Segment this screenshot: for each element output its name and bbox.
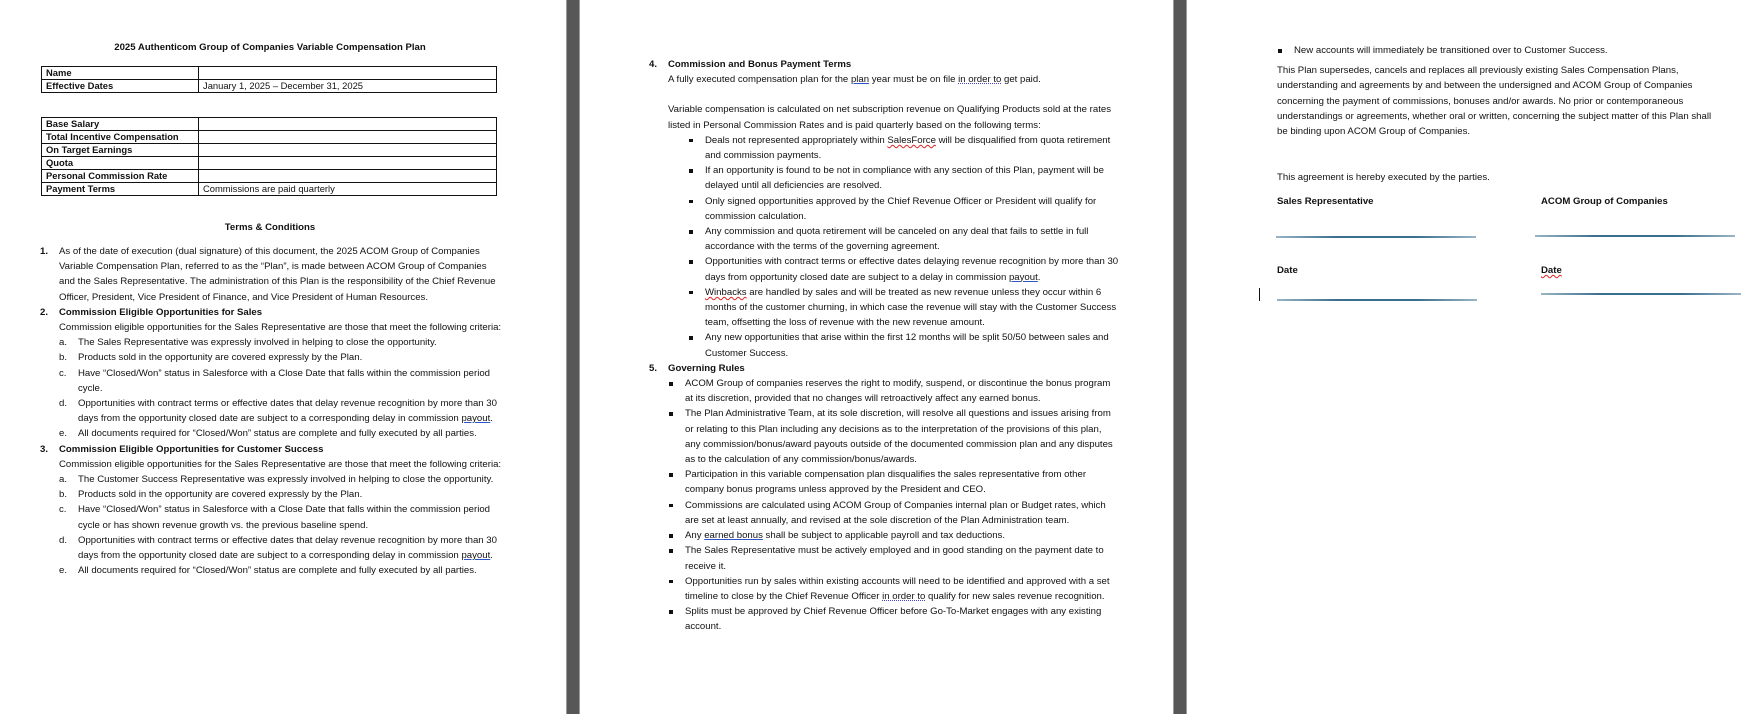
bullet-icon [689, 291, 693, 295]
section-title: Commission Eligible Opportunities for Customer Success [59, 443, 324, 455]
criteria-list-customer-success [40, 472, 505, 578]
bullet-icon [689, 139, 693, 143]
item-text: The Customer Success Representative was expressly involved in helping to close the opportunity. [78, 474, 494, 486]
item-text: Have “Closed/Won” status in Salesforce with a Close Date that falls within the commission period cycle. [78, 367, 491, 394]
document-title: 2025 Authenticom Group of Companies Variable Compensation Plan [114, 42, 426, 53]
row-label: On Target Earnings [42, 144, 199, 157]
section-title: Governing Rules [668, 362, 745, 374]
item-label: d. [59, 398, 68, 410]
item-label: d. [59, 534, 68, 546]
item-label: e. [59, 565, 68, 577]
section-number: 4. [649, 59, 658, 70]
section-5 [649, 361, 1119, 376]
text-run: Opportunities with contract terms or effective dates delaying revenue recognition by more than 30 days from opportunity closed date are subject to a delay in commission [705, 256, 1119, 283]
grammar-flag[interactable]: plan [850, 74, 870, 86]
list-item [668, 528, 1119, 543]
criteria-list-sales [40, 335, 505, 441]
bullet-icon [669, 580, 673, 584]
row-label: Quota [42, 157, 199, 170]
section-1 [40, 244, 505, 305]
section-number: 2. [40, 306, 49, 318]
list-item [59, 366, 505, 396]
list-item [59, 563, 505, 578]
list-item [59, 472, 505, 487]
section-number: 5. [649, 362, 658, 374]
list-item [668, 498, 1119, 528]
list-item [59, 350, 505, 365]
text-run: Opportunities run by sales within existing accounts will need to be identified and approved with a set timeline to close by the Chief Revenue Officer [685, 575, 1110, 602]
section-intro: Commission eligible opportunities for the Sales Representative are those that meet the following criteria: [59, 458, 502, 470]
execution-statement: This agreement is hereby executed by the parties. [1277, 172, 1490, 183]
item-label: a. [59, 337, 68, 349]
list-item [668, 604, 1119, 634]
item-text: Opportunities with contract terms or effective dates that delay revenue recognition by more than 30 days from the opportunity closed date are subject to a corresponding delay in commission [78, 398, 497, 425]
list-item [59, 335, 505, 350]
item-text: . [490, 413, 493, 425]
list-item [59, 426, 505, 441]
page-gutter [1173, 0, 1187, 714]
bullet-icon [689, 336, 693, 340]
item-text: All documents required for “Closed/Won” status are complete and fully executed by all parties. [78, 565, 477, 577]
item-label: c. [59, 504, 67, 516]
list-item [688, 330, 1119, 360]
list-item [668, 467, 1119, 497]
list-item [688, 194, 1119, 224]
row-label: Base Salary [42, 118, 199, 131]
style-suggestion-flag[interactable]: in order to [958, 74, 1002, 86]
text-run: ACOM Group of companies reserves the right to modify, suspend, or discontinue the bonus program at its discretion, provided that no changes will retroactively affect any earned bonus. [685, 378, 1111, 405]
governing-rules-list [649, 376, 1119, 634]
spacer [668, 87, 1119, 102]
text-run: New accounts will immediately be transitioned over to Customer Success. [1294, 45, 1608, 56]
item-label: b. [59, 489, 68, 501]
section-intro: Commission eligible opportunities for the Sales Representative are those that meet the following criteria: [59, 322, 502, 334]
text-cursor [1259, 288, 1260, 301]
page-2-body [649, 57, 1119, 635]
table-row [42, 118, 497, 131]
text-run: Deals not represented appropriately within [705, 134, 888, 146]
bullet-icon [669, 382, 673, 386]
table-row [42, 144, 497, 157]
row-label: Personal Commission Rate [42, 170, 199, 183]
list-item [59, 396, 505, 426]
section-text: As of the date of execution (dual signature) of this document, the 2025 ACOM Group of Companies Variable Compensation Plan, referred to as the “Plan”, is made between ACOM Group of Companies and the Sales Representative. The administration of this Plan is the responsibility of the Chief Revenue Officer, President, Vice President of Finance, and Vice President of Human Resources. [59, 246, 496, 303]
list-item [668, 543, 1119, 573]
grammar-flag[interactable]: earned bonus [704, 530, 763, 542]
text-run: A fully executed compensation plan for the [668, 74, 851, 86]
text-run: get paid. [1001, 74, 1041, 86]
row-label: Effective Dates [42, 80, 199, 93]
terms-heading: Terms & Conditions [224, 222, 316, 233]
item-text: The Sales Representative was expressly involved in helping to close the opportunity. [78, 337, 437, 349]
document-page-1 [0, 0, 566, 714]
table-row [42, 67, 497, 80]
text-run: Participation in this variable compensation plan disqualifies the sales representative from other company bonus programs unless approved by the President and CEO. [685, 469, 1087, 496]
page-gutter [566, 0, 580, 714]
identity-table [41, 66, 497, 93]
table-row [42, 80, 497, 93]
grammar-flag[interactable]: payout [461, 550, 491, 562]
text-run: Any [685, 530, 705, 542]
company-signature-label: ACOM Group of Companies [1541, 196, 1668, 207]
text-run: qualify for new sales revenue recognition. [925, 590, 1105, 602]
list-item [688, 133, 1119, 163]
section-number: 1. [40, 246, 49, 257]
list-item [688, 254, 1119, 284]
bullet-icon [669, 473, 673, 477]
list-item [59, 533, 505, 563]
grammar-flag[interactable]: payout [461, 413, 491, 425]
item-text: Have “Closed/Won” status in Salesforce with a Close Date that falls within the commission period cycle or has shown revenue growth vs. the previous baseline spend. [78, 504, 491, 531]
table-row [42, 170, 497, 183]
sales-rep-date-line[interactable] [1277, 299, 1477, 301]
list-item [688, 285, 1119, 331]
text-run: Any new opportunities that arise within the first 12 months will be split 50/50 between sales and Customer Success. [705, 332, 1109, 359]
list-item [668, 376, 1119, 406]
item-text: Products sold in the opportunity are covered expressly by the Plan. [78, 352, 363, 364]
section-2 [40, 305, 505, 335]
section-3 [40, 442, 505, 472]
bullet-icon [669, 610, 673, 614]
sales-rep-signature-line[interactable] [1276, 236, 1476, 238]
company-date-line[interactable] [1541, 293, 1741, 295]
section-title: Commission Eligible Opportunities for Sales [59, 306, 263, 318]
text-run: Splits must be approved by Chief Revenue Officer before Go-To-Market engages with any existing account. [685, 606, 1102, 633]
text-run: The Sales Representative must be actively employed and in good standing on the payment date to receive it. [685, 545, 1104, 572]
item-label: b. [59, 352, 68, 364]
text-run: are handled by sales and will be treated as new revenue unless they occur within 6 months of the customer churning, in which case the revenue will stay with the Customer Success team, offsetting the loss of revenue with the new revenue amount. [705, 286, 1117, 329]
bullet-icon [689, 230, 693, 234]
row-label: Total Incentive Compensation [42, 131, 199, 144]
sales-rep-signature-label: Sales Representative [1277, 196, 1374, 207]
payment-terms-list [649, 133, 1119, 361]
grammar-flag[interactable]: payout [1008, 271, 1038, 283]
text-run: shall be subject to applicable payroll and tax deductions. [762, 530, 1006, 542]
bullet-icon [689, 200, 693, 204]
bullet-icon [669, 412, 673, 416]
bullet-icon [689, 260, 693, 264]
effective-dates-field[interactable]: January 1, 2025 – December 31, 2025 [199, 80, 497, 93]
company-signature-line[interactable] [1535, 235, 1735, 237]
bullet-icon [689, 169, 693, 173]
text-run: Any commission and quota retirement will be canceled on any deal that fails to settle in full accordance with the terms of the governing agreement. [705, 226, 1089, 253]
page-3-body [1277, 43, 1717, 139]
item-label: e. [59, 428, 68, 440]
bullet-icon [1278, 49, 1282, 53]
payment-terms-field[interactable]: Commissions are paid quarterly [199, 183, 497, 196]
style-suggestion-flag[interactable]: in order to [882, 590, 926, 602]
list-item [1277, 43, 1717, 58]
text-run: Commissions are calculated using ACOM Group of Companies internal plan or Budget rates, which are set at least annually, and revised at the sole discretion of the Plan Administration team. [685, 499, 1106, 526]
sales-rep-date-label: Date [1277, 265, 1298, 276]
list-item [688, 224, 1119, 254]
row-label: Name [42, 67, 199, 80]
list-item [668, 406, 1119, 467]
base-salary-field[interactable] [199, 118, 497, 131]
name-field[interactable] [199, 67, 497, 80]
spelling-flag[interactable]: SalesForce [887, 134, 936, 146]
item-text: Opportunities with contract terms or effective dates that delay revenue recognition by more than 30 days from the opportunity closed date are subject to a corresponding delay in commission [78, 534, 497, 562]
list-item [59, 502, 505, 532]
item-text: All documents required for “Closed/Won” status are complete and fully executed by all parties. [78, 428, 477, 440]
list-item [59, 487, 505, 502]
text-run: The Plan Administrative Team, at its sole discretion, will resolve all questions and issues arising from or relating to this Plan including any decisions as to the interpretation of the provisions of this plan, any commission/bonus/award payouts outside of the documented commission plan and any disputes as to the calculation of any commission/bonus/awards. [685, 408, 1113, 466]
section-text: Variable compensation is calculated on net subscription revenue on Qualifying Products sold at the rates listed in Personal Commission Rates and is paid quarterly based on the following terms: [668, 104, 1111, 131]
commission-rate-field[interactable] [199, 170, 497, 183]
text-run: will be disqualified from quota retirement and commission payments. [705, 134, 1111, 162]
table-row [42, 157, 497, 170]
text-run: year must be on file [869, 74, 959, 86]
item-text: Products sold in the opportunity are covered expressly by the Plan. [78, 489, 363, 501]
quota-field[interactable] [199, 157, 497, 170]
supersede-paragraph: This Plan supersedes, cancels and replaces all previously existing Sales Compensation Plans, understanding and agreements by and between the undersigned and ACOM Group of Companies concerning the payment of commissions, bonuses and/or awards. No prior or contemporaneous understandings or agreements, whether oral or written, concerning the subject matter of this Plan shall be binding upon ACOM Group of Companies. [1277, 65, 1712, 138]
bullet-icon [669, 549, 673, 553]
on-target-earnings-field[interactable] [199, 144, 497, 157]
compensation-table [41, 117, 497, 196]
bullet-icon [669, 534, 673, 538]
text-run: . [1037, 271, 1041, 283]
item-label: a. [59, 474, 68, 486]
table-row [42, 131, 497, 144]
section-4 [649, 57, 1119, 133]
text-run: Only signed opportunities approved by the Chief Revenue Officer or President will qualify for commission calculation. [705, 195, 1097, 222]
company-date-label: Date [1541, 265, 1562, 276]
terms-body [40, 244, 505, 578]
total-incentive-field[interactable] [199, 131, 497, 144]
table-row [42, 183, 497, 196]
section-text [668, 72, 1119, 87]
list-item [668, 574, 1119, 604]
list-item [688, 163, 1119, 193]
row-label: Payment Terms [42, 183, 199, 196]
item-text: . [490, 550, 493, 562]
section-number: 3. [40, 443, 49, 455]
item-label: c. [59, 367, 67, 379]
spelling-flag[interactable]: Winbacks [705, 286, 747, 298]
section-title: Commission and Bonus Payment Terms [668, 59, 852, 70]
bullet-icon [669, 504, 673, 508]
text-run: If an opportunity is found to be not in compliance with any section of this Plan, payment will be delayed until all deficiencies are resolved. [705, 165, 1104, 192]
